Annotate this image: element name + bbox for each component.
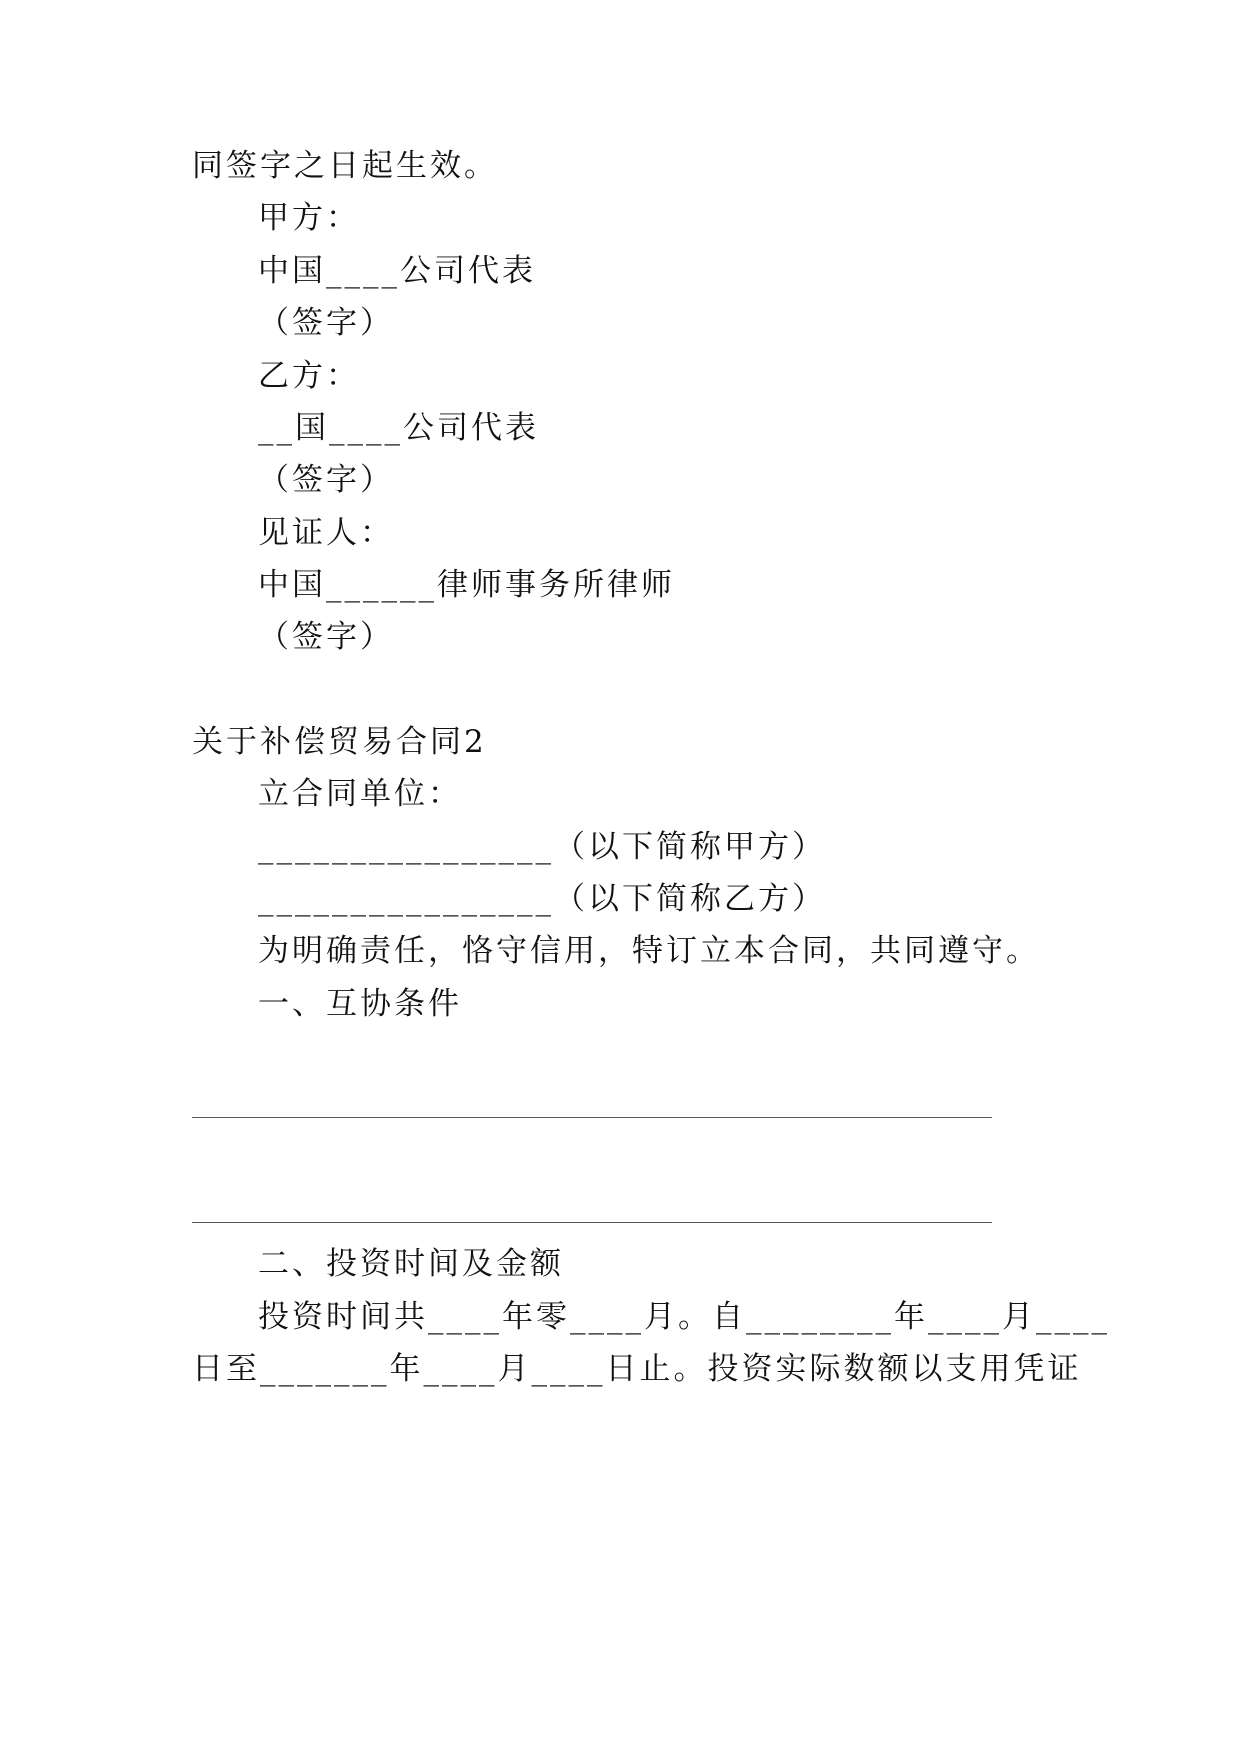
section-2-paragraph-line: 日至_______年____月____日止。投资实际数额以支用凭证	[192, 1351, 1082, 1387]
parties-label: 立合同单位：	[258, 776, 462, 812]
party-b-label: 乙方：	[258, 358, 360, 394]
party-a-label: 甲方：	[258, 200, 360, 236]
contract-title: 关于补偿贸易合同2	[192, 724, 487, 760]
witness-signature: （签字）	[258, 619, 394, 655]
blank-fill-line	[192, 1117, 992, 1118]
preamble: 为明确责任，恪守信用，特订立本合同，共同遵守。	[258, 933, 1040, 969]
blank-fill-line	[192, 1222, 992, 1223]
section-2-title: 二、投资时间及金额	[258, 1246, 564, 1282]
party-b-signature: （签字）	[258, 462, 394, 498]
witness-representative: 中国______律师事务所律师	[258, 567, 675, 603]
party-b-representative: __国____公司代表	[258, 410, 539, 446]
effective-date-line: 同签字之日起生效。	[192, 148, 498, 184]
section-2-paragraph-line: 投资时间共____年零____月。自________年____月____	[258, 1299, 1110, 1335]
party-b-line: ________________（以下简称乙方）	[258, 881, 826, 917]
witness-label: 见证人：	[258, 515, 394, 551]
party-a-representative: 中国____公司代表	[258, 253, 536, 289]
party-a-line: ________________（以下简称甲方）	[258, 829, 826, 865]
section-1-title: 一、互协条件	[258, 986, 462, 1022]
party-a-signature: （签字）	[258, 305, 394, 341]
